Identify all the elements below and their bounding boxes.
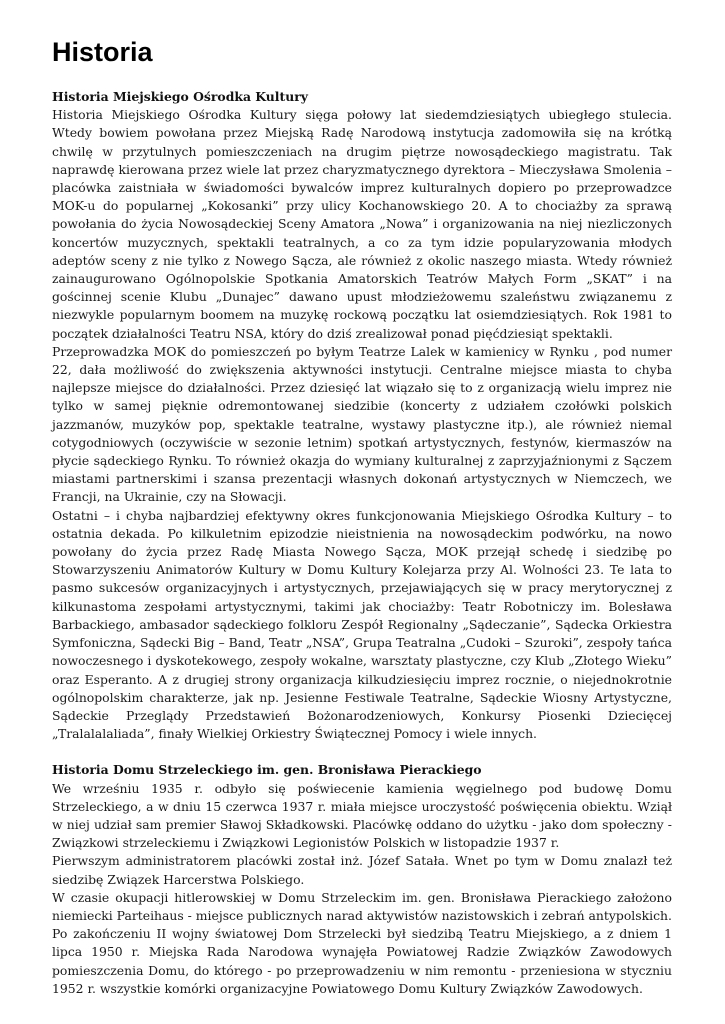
- paragraph: Po zakończeniu II wojny światowej Dom Strzelecki był siedzibą Teatru Miejskiego, a z dniem 1 lipca 1950 r. Miejska Rada Narodowa wynajęła Powiatowej Radzie Związków Zawodowych pomieszczenia Domu, do którego - po przeprowadzeniu w nim remontu - przeniesiona w styczniu 1952 r. wszystkie komórki organizacyjne Powiatowego Domu Kultury Związków Zawodowych.: [52, 926, 672, 996]
- section-spacer: [52, 743, 672, 761]
- section-dom-strzelecki-history: [52, 761, 672, 998]
- paragraph: Historia Miejskiego Ośrodka Kultury sięga połowy lat siedemdziesiątych ubiegłego stulecia. Wtedy bowiem powołana przez Miejską Radę Narodową instytucja zadomowiła się na krótką chwilę w przytulnych pomieszczeniach na drugim piętrze nowosądeckiego magistratu. Tak naprawdę kierowana przez wiele lat przez charyzmatycznego dyrektora – Mieczysława Smolenia – placówka zaistniała w świadomości bywalców imprez kulturalnych dopiero po przeprowadzce MOK-u do popularnej „Kokosanki” przy ulicy Kochanowskiego 20. A to chociażby za sprawą powołania do życia Nowosądeckiej Sceny Amatora „Nowa” i organizowania na niej niezliczonych koncertów muzycznych, spektakli teatralnych, a co za tym idzie popularyzowania młodych adeptów sceny z nie tylko z Nowego Sącza, ale również z okolic naszego miasta. Wtedy również zainaugurowano Ogólnopolskie Spotkania Amatorskich Teatrów Małych Form „SKAT” i na gościnnej scenie Klubu „Dunajec” dawano upust młodzieżowemu szaleństwu związanemu z niezwykle popularnym boomem na muzykę rockową początku lat osiemdziesiątych. Rok 1981 to początek działalności Teatru NSA, który do dziś zrealizował ponad pięćdziesiąt spektakli.: [52, 107, 672, 341]
- section-heading: Historia Miejskiego Ośrodka Kultury: [52, 89, 308, 104]
- paragraph: Pierwszym administratorem placówki został inż. Józef Satała. Wnet po tym w Domu znalazł też siedzibę Związek Harcerstwa Polskiego.: [52, 853, 672, 887]
- page-title: Historia: [52, 37, 153, 67]
- paragraph: Przeprowadzka MOK do pomieszczeń po byłym Teatrze Lalek w kamienicy w Rynku , pod numer 22, dała możliwość do zwiększenia aktywności instytucji. Centralne miejsce miasta to chyba najlepsze miejsce do działalności. Przez dziesięć lat wiązało się to z organizacją wielu imprez nie tylko w samej pięknie odremontowanej siedzibie (koncerty z udziałem czołówki polskich jazzmanów, muzyków pop, spektakle teatralne, wystawy plastyczne itp.), ale również niemal cotygodniowych (oczywiście w sezonie letnim) spotkań artystycznych, festynów, kiermaszów na płycie sądeckiego Rynku. To również okazja do wymiany kulturalnej z zaprzyjaźnionymi z Sączem miastami partnerskimi i szansa prezentacji własnych dokonań artystycznych w Niemczech, we Francji, na Ukrainie, czy na Słowacji.: [52, 343, 672, 505]
- document-page: [52, 34, 672, 998]
- section-heading: Historia Domu Strzeleckiego im. gen. Bronisława Pierackiego: [52, 762, 482, 778]
- paragraph: W czasie okupacji hitlerowskiej w Domu Strzeleckim im. gen. Bronisława Pierackiego założono niemiecki Parteihaus - miejsce publicznych narad aktywistów nazistowskich i zebrań antypolskich.: [52, 889, 672, 923]
- paragraph: Ostatni – i chyba najbardziej efektywny okres funkcjonowania Miejskiego Ośrodka Kultury – to ostatnia dekada. Po kilkuletnim epizodzie nieistnienia na nowosądeckim podwórku, na nowo powołany do życia przez Radę Miasta Nowego Sącza, MOK przejął schedę i siedzibę po Stowarzyszeniu Animatorów Kultury w Domu Kultury Kolejarza przy Al. Wolności 23. Te lata to pasmo sukcesów organizacyjnych i artystycznych, przejawiających się w pracy merytorycznej z kilkunastoma zespołami artystycznymi, takimi jak chociażby: Teatr Robotniczy im. Bolesława Barbackiego, ambasador sądeckiego folkloru Zespół Regionalny „Sądeczanie”, Sądecka Orkiestra Symfoniczna, Sądecki Big – Band, Teatr „NSA”, Grupa Teatralna „Cudoki – Szuroki”, zespoły tańca nowoczesnego i dyskotekowego, zespoły wokalne, warsztaty plastyczne, czy Klub „Złotego Wieku” oraz Esperanto. A z drugiej strony organizacja kilkudziesięciu imprez rocznie, o niejednokrotnie ogólnopolskim charakterze, jak np. Jesienne Festiwale Teatralne, Sądeckie Wiosny Artystyczne, Sądeckie Przeglądy Przedstawień Bożonarodzeniowych, Konkursy Piosenki Dziecięcej „Tralalalaliada”, finały Wielkiej Orkiestry Świątecznej Pomocy i wiele innych.: [52, 507, 672, 742]
- section-mok-history: [52, 88, 672, 743]
- paragraph: We wrześniu 1935 r. odbyło się poświecenie kamienia węgielnego pod budowę Domu Strzeleckiego, a w dniu 15 czerwca 1937 r. miała miejsce uroczystość poświęcenia obiektu. Wziął w niej udział sam premier Sławoj Składkowski. Placówkę oddano do użytku - jako dom społeczny - Związkowi strzeleckiemu i Związkowi Legionistów Polskich w listopadzie 1937 r.: [52, 780, 672, 851]
